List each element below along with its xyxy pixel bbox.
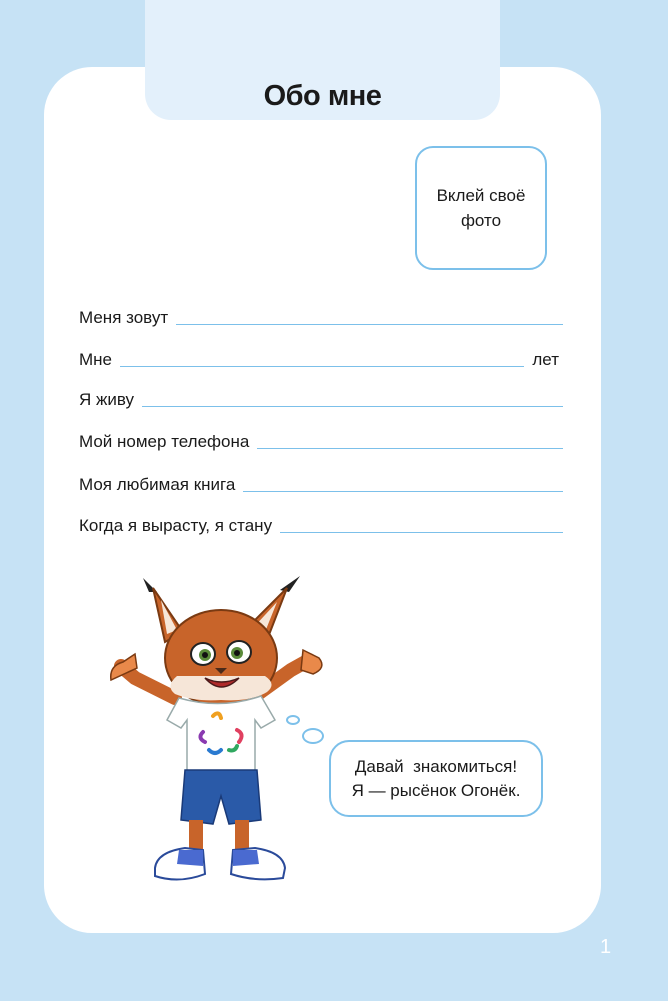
phone-field-line[interactable] (257, 448, 563, 449)
form-row-phone[interactable] (79, 428, 563, 452)
age-label: Мне (79, 350, 113, 369)
address-field-line[interactable] (142, 406, 563, 407)
speech-bubble (329, 740, 543, 817)
age-suffix: лет (532, 350, 559, 369)
photo-placeholder-text: Вклей своё фото (436, 186, 526, 230)
thought-dot-large (302, 728, 324, 744)
thought-dot-small (286, 715, 300, 725)
page-number: 1 (600, 936, 612, 958)
lynx-mascot-icon (105, 570, 335, 900)
future-label: Когда я вырасту, я стану (79, 516, 273, 535)
book-label: Моя любимая книга (79, 475, 236, 494)
page-title: Обо мне (263, 80, 382, 112)
address-label: Я живу (79, 390, 135, 409)
age-field-line[interactable] (120, 366, 524, 367)
speech-line-2: Я — рысёнок Огонёк. (351, 780, 521, 800)
speech-line-1: Давай знакомиться! (354, 756, 518, 776)
form-row-age[interactable] (79, 346, 559, 370)
name-label: Меня зовут (79, 308, 169, 327)
name-field-line[interactable] (176, 324, 563, 325)
form-row-book[interactable] (79, 471, 563, 495)
form-row-address[interactable] (79, 386, 563, 410)
photo-placeholder-box[interactable] (415, 146, 547, 270)
book-field-line[interactable] (243, 491, 563, 492)
phone-label: Мой номер телефона (79, 432, 250, 451)
future-field-line[interactable] (280, 532, 563, 533)
form-row-name[interactable] (79, 304, 563, 328)
form-row-future[interactable] (79, 512, 563, 536)
